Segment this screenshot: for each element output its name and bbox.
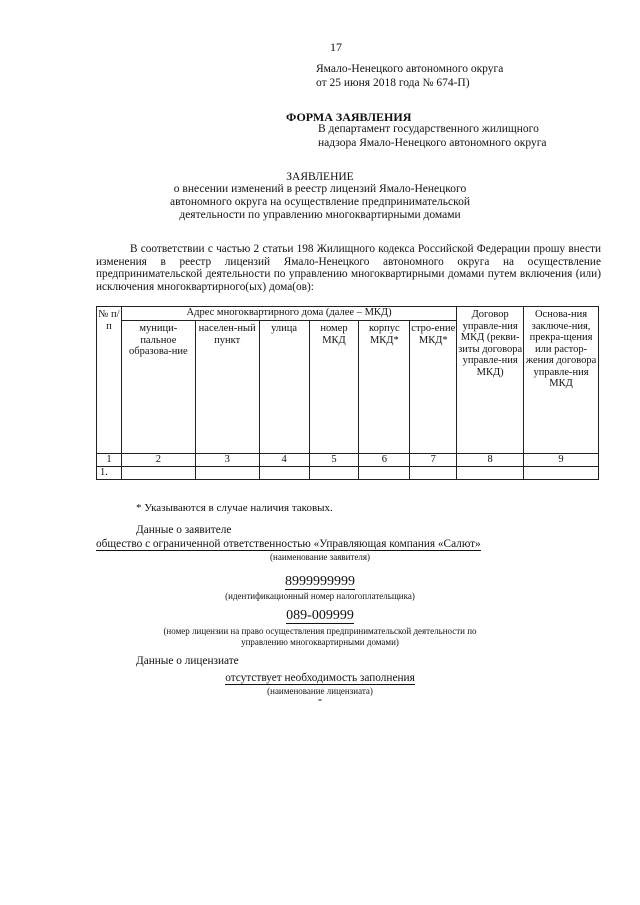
- statement-subtitle-2: автономного округа на осуществление предпринимательской: [169, 196, 471, 208]
- table-cell: [524, 467, 599, 480]
- col-number: 1: [97, 454, 122, 467]
- col-no-header: № п/п: [97, 307, 122, 454]
- col-number: 3: [195, 454, 259, 467]
- col-number: 5: [309, 454, 359, 467]
- col-grounds-header: Основа-ния заключе-ния, прекра-щения или растор-жения договора управле-ния МКД: [524, 307, 599, 454]
- footnote: * Указываются в случае наличия таковых.: [136, 502, 333, 514]
- applicant-inn-caption: (идентификационный номер налогоплательщика): [225, 591, 415, 601]
- licensee-value-text: отсутствует необходимость заполнения: [225, 672, 415, 684]
- applicant-heading: Данные о заявителе: [136, 524, 232, 536]
- row-number: 1.: [97, 467, 122, 480]
- reference-line-1: Ямало-Ненецкого автономного округа: [316, 63, 504, 75]
- body-text: В соответствии с частью 2 статьи 198 Жилищного кодекса Российской Федерации прошу внести изменения в реестр лицензий Ямало-Ненецкого автономного округа на осуществление предпринимательской деятельности по управлению многоквартирными домами путем включения (или) исключения многоквартирного(ых) дома(ов):: [96, 243, 601, 293]
- col-structure-header: стро-ение МКД*: [410, 321, 457, 454]
- department-line-1: В департамент государственного жилищного: [318, 123, 539, 135]
- table-cell: [195, 467, 259, 480]
- department-line-2: надзора Ямало-Ненецкого автономного округа: [318, 137, 547, 149]
- col-number: 6: [359, 454, 410, 467]
- reference-line-2: от 25 июня 2018 года № 674-П): [316, 77, 470, 89]
- applicant-license: [0, 608, 640, 624]
- col-contract-header: Договор управле-ния МКД (рекви-зиты договора управле-ния МКД): [457, 307, 524, 454]
- applicant-license-caption-1: (номер лицензии на право осуществления предпринимательской деятельности по: [163, 626, 477, 636]
- table-cell: [410, 467, 457, 480]
- table-cell: [457, 467, 524, 480]
- houses-table: [96, 306, 599, 480]
- col-municipality-header: муници-пальное образова-ние: [121, 321, 195, 454]
- col-number: 2: [121, 454, 195, 467]
- form-title: ФОРМА ЗАЯВЛЕНИЯ: [286, 110, 412, 124]
- table-cell: [121, 467, 195, 480]
- table-cell: [309, 467, 359, 480]
- col-street-header: улица: [259, 321, 309, 454]
- table-cell: [359, 467, 410, 480]
- column-numbers-row: [97, 454, 599, 467]
- applicant-name-value: общество с ограниченной ответственностью «Управляющая компания «Салют»: [96, 538, 481, 550]
- statement-title: ЗАЯВЛЕНИЕ: [286, 171, 354, 183]
- page-number: 17: [330, 40, 342, 54]
- table-cell: [259, 467, 309, 480]
- body-paragraph: [96, 243, 601, 293]
- applicant-inn: [0, 574, 640, 590]
- col-number: 8: [457, 454, 524, 467]
- applicant-name: [96, 538, 481, 550]
- col-number: 4: [259, 454, 309, 467]
- statement-subtitle-1: о внесении изменений в реестр лицензий Ямало-Ненецкого: [173, 183, 467, 195]
- col-settlement-header: населен-ный пункт: [195, 321, 259, 454]
- col-number: 7: [410, 454, 457, 467]
- col-number: 9: [524, 454, 599, 467]
- address-header: Адрес многоквартирного дома (далее – МКД): [121, 307, 456, 321]
- applicant-inn-value: 8999999999: [285, 574, 355, 589]
- applicant-name-caption: (наименование заявителя): [270, 552, 370, 562]
- col-building-header: корпус МКД*: [359, 321, 410, 454]
- licensee-heading: Данные о лицензиате: [136, 655, 239, 667]
- table-row: [97, 467, 599, 480]
- licensee-dash: -: [318, 692, 322, 706]
- licensee-value: [0, 672, 640, 684]
- col-house-number-header: номер МКД: [309, 321, 359, 454]
- licensee-caption: (наименование лицензиата): [267, 686, 373, 696]
- applicant-license-caption-2: управлению многоквартирными домами): [241, 637, 399, 647]
- applicant-license-value: 089-009999: [286, 608, 354, 623]
- statement-subtitle-3: деятельности по управлению многоквартирными домами: [179, 209, 461, 221]
